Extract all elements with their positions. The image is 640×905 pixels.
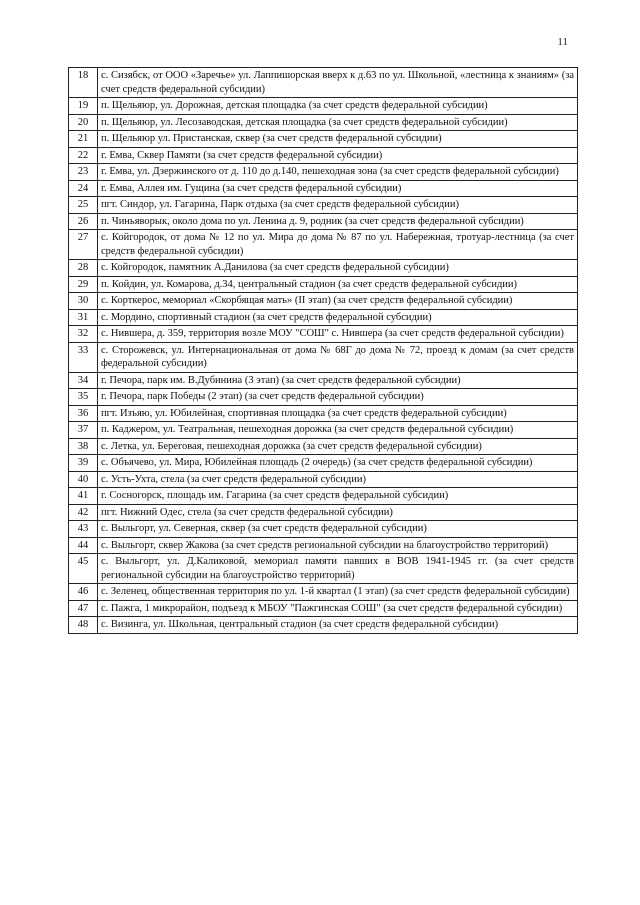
table-row — [69, 147, 578, 164]
table-row — [69, 422, 578, 439]
row-description: п. Щельяюр ул. Пристанская, сквер (за счет средств федеральной субсидии) — [98, 131, 578, 148]
row-number: 18 — [69, 68, 98, 98]
table-row — [69, 471, 578, 488]
row-number: 35 — [69, 389, 98, 406]
table-row — [69, 276, 578, 293]
row-number: 38 — [69, 438, 98, 455]
row-number: 36 — [69, 405, 98, 422]
row-description: п. Каджером, ул. Театральная, пешеходная дорожка (за счет средств федеральной субсидии) — [98, 422, 578, 439]
table-row — [69, 600, 578, 617]
row-description: с. Корткерос, мемориал «Скорбящая мать» (II этап) (за счет средств федеральной субсидии) — [98, 293, 578, 310]
row-number: 48 — [69, 617, 98, 634]
row-description: с. Выльгорт, сквер Жакова (за счет средств региональной субсидии на благоустройство территорий) — [98, 537, 578, 554]
row-number: 46 — [69, 584, 98, 601]
row-number: 26 — [69, 213, 98, 230]
row-number: 34 — [69, 372, 98, 389]
row-number: 32 — [69, 326, 98, 343]
table-row — [69, 180, 578, 197]
row-description: пгт. Нижний Одес, стела (за счет средств федеральной субсидии) — [98, 504, 578, 521]
row-description: г. Емва, Аллея им. Гущина (за счет средств федеральной субсидии) — [98, 180, 578, 197]
row-number: 31 — [69, 309, 98, 326]
row-description: г. Печора, парк им. В.Дубинина (3 этап) (за счет средств федеральной субсидии) — [98, 372, 578, 389]
row-description: с. Койгородок, от дома № 12 по ул. Мира до дома № 87 по ул. Набережная, тротуар-лестница (за счет средств федеральной субсидии) — [98, 230, 578, 260]
row-description: п. Щельяюр, ул. Дорожная, детская площадка (за счет средств федеральной субсидии) — [98, 98, 578, 115]
row-description: с. Объячево, ул. Мира, Юбилейная площадь (2 очередь) (за счет средств федеральной субсидии) — [98, 455, 578, 472]
table-row — [69, 114, 578, 131]
table-row — [69, 293, 578, 310]
table-row — [69, 98, 578, 115]
table-row — [69, 405, 578, 422]
row-description: с. Усть-Ухта, стела (за счет средств федеральной субсидии) — [98, 471, 578, 488]
row-description: с. Выльгорт, ул. Д.Каликовой, мемориал памяти павших в ВОВ 1941-1945 гг. (за счет средств региональной субсидии на благоустройство территорий) — [98, 554, 578, 584]
row-description: пгт. Изъяю, ул. Юбилейная, спортивная площадка (за счет средств федеральной субсидии) — [98, 405, 578, 422]
row-number: 39 — [69, 455, 98, 472]
table-row — [69, 521, 578, 538]
row-number: 44 — [69, 537, 98, 554]
table-row — [69, 504, 578, 521]
row-description: г. Сосногорск, площадь им. Гагарина (за счет средств федеральной субсидии) — [98, 488, 578, 505]
table-row — [69, 230, 578, 260]
row-description: п. Щельяюр, ул. Лесозаводская, детская площадка (за счет средств федеральной субсидии) — [98, 114, 578, 131]
table-row — [69, 584, 578, 601]
row-description: с. Летка, ул. Береговая, пешеходная дорожка (за счет средств федеральной субсидии) — [98, 438, 578, 455]
table-row — [69, 213, 578, 230]
row-number: 21 — [69, 131, 98, 148]
row-number: 42 — [69, 504, 98, 521]
row-description: с. Сизябск, от ООО «Заречье» ул. Лаппишорская вверх к д.63 по ул. Школьной, «лестница к знаниям» (за счет средств федеральной субсидии) — [98, 68, 578, 98]
row-description: г. Печора, парк Победы (2 этап) (за счет средств федеральной субсидии) — [98, 389, 578, 406]
table-row — [69, 488, 578, 505]
row-description: с. Выльгорт, ул. Северная, сквер (за счет средств федеральной субсидии) — [98, 521, 578, 538]
table-row — [69, 389, 578, 406]
row-description: г. Емва, ул. Дзержинского от д. 110 до д.140, пешеходная зона (за счет средств федеральной субсидии) — [98, 164, 578, 181]
row-description: с. Визинга, ул. Школьная, центральный стадион (за счет средств федеральной субсидии) — [98, 617, 578, 634]
row-number: 30 — [69, 293, 98, 310]
territory-list-table — [68, 67, 578, 634]
row-description: с. Койгородок, памятник А.Данилова (за счет средств федеральной субсидии) — [98, 260, 578, 277]
row-number: 20 — [69, 114, 98, 131]
row-number: 28 — [69, 260, 98, 277]
row-description: п. Чиньяворык, около дома по ул. Ленина д. 9, родник (за счет средств федеральной субсидии) — [98, 213, 578, 230]
row-number: 27 — [69, 230, 98, 260]
row-description: с. Мордино, спортивный стадион (за счет средств федеральной субсидии) — [98, 309, 578, 326]
row-number: 29 — [69, 276, 98, 293]
page-number: 11 — [557, 36, 568, 48]
row-number: 43 — [69, 521, 98, 538]
row-number: 33 — [69, 342, 98, 372]
table-body — [69, 68, 578, 634]
row-number: 47 — [69, 600, 98, 617]
table-row — [69, 455, 578, 472]
table-row — [69, 260, 578, 277]
table-row — [69, 372, 578, 389]
table-row — [69, 537, 578, 554]
row-number: 22 — [69, 147, 98, 164]
table-row — [69, 197, 578, 214]
row-description: с. Пажга, 1 микрорайон, подъезд к МБОУ "Пажгинская СОШ" (за счет средств федеральной субсидии) — [98, 600, 578, 617]
table-row — [69, 131, 578, 148]
table-row — [69, 326, 578, 343]
table-row — [69, 438, 578, 455]
table-row — [69, 309, 578, 326]
table-row — [69, 68, 578, 98]
row-description: г. Емва, Сквер Памяти (за счет средств федеральной субсидии) — [98, 147, 578, 164]
table-row — [69, 342, 578, 372]
row-number: 45 — [69, 554, 98, 584]
row-number: 19 — [69, 98, 98, 115]
table-row — [69, 554, 578, 584]
row-number: 24 — [69, 180, 98, 197]
row-number: 40 — [69, 471, 98, 488]
row-description: пгт. Синдор, ул. Гагарина, Парк отдыха (за счет средств федеральной субсидии) — [98, 197, 578, 214]
table-row — [69, 617, 578, 634]
row-description: п. Койдин, ул. Комарова, д.34, центральный стадион (за счет средств федеральной субсидии) — [98, 276, 578, 293]
row-description: с. Сторожевск, ул. Интернациональная от дома № 68Г до дома № 72, проезд к домам (за счет средств федеральной субсидии) — [98, 342, 578, 372]
row-number: 37 — [69, 422, 98, 439]
row-number: 41 — [69, 488, 98, 505]
row-number: 25 — [69, 197, 98, 214]
row-description: с. Нившера, д. 359, территория возле МОУ "СОШ" с. Нившера (за счет средств федеральной субсидии) — [98, 326, 578, 343]
table-row — [69, 164, 578, 181]
row-number: 23 — [69, 164, 98, 181]
row-description: с. Зеленец, общественная территория по ул. 1-й квартал (1 этап) (за счет средств федеральной субсидии) — [98, 584, 578, 601]
